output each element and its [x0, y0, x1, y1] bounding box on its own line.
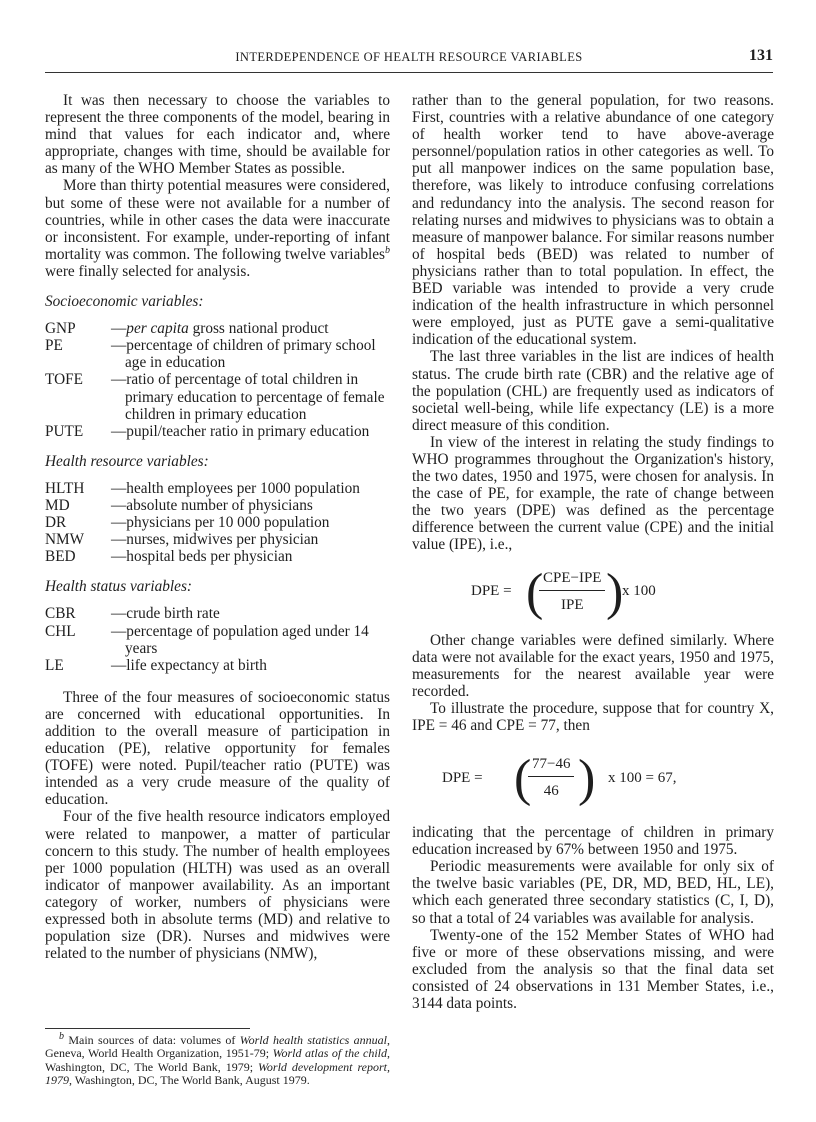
variable-row [45, 320, 390, 337]
variable-desc: —percentage of children of primary school age in education [111, 337, 390, 371]
equation-lhs: DPE = [471, 582, 512, 599]
left-column [45, 92, 390, 962]
paragraph: rather than to the general population, for two reasons. First, countries with a relative abundance of one category of health worker tend to have above-average personnel/population ratios in other categories as well. To put all manpower indices on the same population base, therefore, was likely to introduce confusing correlations and redundancy into the analysis. The second reason for relating nurses and midwives to physicians was to obtain a measure of manpower balance. For similar reasons number of hospital beds (BED) was related to number of physicians rather than to total population. In effect, the BED variable was intended to provide a very crude indication of the health infrastructure in which personnel were employed, just as PUTE gave a semi-qualitative indication of the educational system. [412, 92, 774, 349]
paragraph: Periodic measurements were available for only six of the twelve basic variables (PE, DR, MD, BED, HL, LE), which each generated three secondary statistics (C, I, D), so that a total of 24 variables was available for analysis. [412, 858, 774, 927]
variable-desc-text: percentage of population aged under 14 [126, 622, 369, 640]
paragraph: The last three variables in the list are indices of health status. The crude birth rate (CBR) and the relative age of the population (CHL) are frequently used as indicators of societal well-being, while life expectancy (LE) is a more direct measure of this condition. [412, 348, 774, 434]
paragraph: In view of the interest in relating the study findings to WHO programmes throughout the Organization's history, the two dates, 1950 and 1975, were chosen for analysis. In the case of PE, for example, the rate of change between the two years (DPE) was defined as the percentage difference between the current value (CPE) and the initial value (IPE), i.e., [412, 433, 774, 554]
footnote [45, 1031, 391, 1088]
running-header [45, 46, 773, 73]
health-resource-variable-list [45, 480, 390, 565]
fraction-numerator: 77−46 [528, 756, 574, 777]
variable-abbr: DR [45, 514, 67, 532]
footnote-source-title: World development report, 1979 [45, 1059, 390, 1088]
variable-row [45, 623, 390, 657]
equation-lhs: DPE = [442, 770, 483, 787]
footnote-marker: b [385, 244, 390, 256]
variable-abbr: MD [45, 496, 70, 514]
variable-abbr: PE [45, 337, 63, 355]
equation-dpe-definition [412, 562, 774, 624]
variable-desc: —percentage of population aged under 14 years [111, 623, 390, 657]
variable-abbr: LE [45, 656, 64, 674]
variable-row [45, 514, 390, 531]
variable-row [45, 337, 390, 371]
fraction-denominator: 46 [543, 783, 559, 800]
footnote-source-title: World atlas of the child [272, 1046, 387, 1061]
variable-abbr: BED [45, 548, 76, 566]
variable-desc-text: nurses, midwives per physician [126, 531, 319, 549]
paragraph: indicating that the percentage of children in primary education increased by 67% between 1950 and 1975. [412, 824, 774, 859]
variable-row [45, 371, 390, 422]
variable-row [45, 423, 390, 440]
variable-abbr: GNP [45, 320, 76, 338]
variable-abbr: NMW [45, 531, 85, 549]
variable-desc: —hospital beds per physician [111, 548, 293, 566]
variable-desc: —absolute number of physicians [111, 496, 313, 514]
footnote-text: , Geneva, World Health Organization, 1951-79; [45, 1033, 391, 1061]
variable-row [45, 531, 390, 548]
variable-desc: —nurses, midwives per physician [111, 531, 319, 549]
footnote-text: , Washington, DC, The World Bank, August 1979. [69, 1073, 310, 1088]
right-paren: ) [606, 563, 624, 621]
fraction [539, 570, 605, 614]
variable-desc: —pupil/teacher ratio in primary education [111, 422, 370, 440]
variable-row [45, 548, 390, 565]
paragraph-text: were finally selected for analysis. [45, 262, 251, 280]
variable-abbr: HLTH [45, 479, 85, 497]
variable-desc-text: life expectancy at birth [126, 656, 267, 674]
variable-row [45, 480, 390, 497]
footnote-source-title: World health statistics annual [239, 1033, 388, 1047]
left-paren: ( [526, 563, 544, 621]
health-status-heading: Health status variables: [45, 578, 193, 596]
footnote-marker: b [59, 1031, 64, 1042]
variable-abbr: TOFE [45, 371, 83, 389]
equation-rhs: x 100 [622, 582, 656, 599]
equation-dpe-example [412, 744, 774, 816]
fraction-denominator: IPE [560, 596, 584, 613]
variable-desc: —health employees per 1000 population [111, 479, 360, 497]
variable-desc-text: absolute number of physicians [126, 496, 313, 514]
variable-desc-text: physicians per 10 000 population [126, 514, 330, 532]
paragraph: Three of the four measures of socioeconomic status are concerned with educational opportunities. In addition to the overall measure of participation in education (PE), relative opportunity for females (TOFE) were noted. Pupil/teacher ratio (PUTE) was intended as a very crude measure of the quality of education. [45, 688, 390, 809]
variable-desc-continuation: age in education [125, 354, 226, 372]
footnote-text: Main sources of data: volumes of [64, 1033, 240, 1047]
right-paren: ) [578, 750, 596, 808]
footnote-text: , Washington, DC, The World Bank, 1979; [45, 1046, 390, 1074]
paragraph: To illustrate the procedure, suppose that for country X, IPE = 46 and CPE = 77, then [412, 699, 774, 734]
variable-desc-text: gross national product [188, 320, 329, 338]
variable-desc: —physicians per 10 000 population [111, 514, 330, 532]
variable-desc-text: health employees per 1000 population [126, 479, 360, 497]
paragraph [45, 177, 390, 280]
variable-desc-text: pupil/teacher ratio in primary education [126, 422, 370, 440]
variable-abbr: PUTE [45, 422, 84, 440]
variable-desc: —life expectancy at birth [111, 656, 267, 674]
left-paren: ( [514, 750, 532, 808]
variable-row [45, 657, 390, 674]
health-resource-heading: Health resource variables: [45, 452, 209, 470]
paragraph: Four of the five health resource indicators employed were related to manpower, a matter of particular concern to this study. The number of health employees per 1000 population (HLTH) was used as an overall indicator of manpower availability. As an important category of worker, numbers of physicians were expressed both in absolute terms (MD) and relative to population size (DR). Nurses and midwives were related to the number of physicians (NMW), [45, 808, 390, 963]
variable-desc: —per capita gross national product [111, 320, 329, 338]
running-title: INTERDEPENDENCE OF HEALTH RESOURCE VARIABLES [235, 50, 583, 64]
page-number: 131 [749, 47, 773, 64]
socioeconomic-heading: Socioeconomic variables: [45, 293, 204, 311]
variable-desc: —ratio of percentage of total children in primary education to percentage of female children in primary education [111, 371, 390, 422]
variable-desc: —crude birth rate [111, 605, 220, 623]
socioeconomic-variable-list [45, 320, 390, 440]
variable-desc-continuation: years [125, 639, 158, 657]
equation-rhs: x 100 = 67, [608, 770, 677, 787]
health-status-variable-list [45, 605, 390, 673]
variable-desc-text: ratio of percentage of total children in [126, 371, 359, 389]
variable-desc-text: hospital beds per physician [126, 548, 293, 566]
paragraph-text: More than thirty potential measures were considered, but some of these were not available for a number of countries, while in other cases the data were inaccurate or inconsistent. For example, under-reporting of infant mortality was common. The following twelve variables [45, 177, 390, 263]
footnote-rule [45, 1028, 250, 1029]
variable-desc-continuation: primary education to percentage of female children in primary education [125, 388, 385, 423]
paragraph: Other change variables were defined similarly. Where data were not available for the exact years, 1950 and 1975, measurements for the nearest available year were recorded. [412, 631, 774, 700]
right-column [412, 92, 774, 1012]
variable-row [45, 497, 390, 514]
fraction-numerator: CPE−IPE [539, 570, 605, 591]
paragraph: Twenty-one of the 152 Member States of WHO had five or more of these observations missing, and were excluded from the analysis so that the final data set consisted of 24 observations in 131 Member States, i.e., 3144 data points. [412, 926, 774, 1013]
variable-row [45, 605, 390, 622]
fraction [528, 756, 574, 800]
variable-desc-italic: per capita [126, 320, 189, 338]
variable-abbr: CHL [45, 622, 76, 640]
variable-abbr: CBR [45, 605, 76, 623]
variable-desc-text: percentage of children of primary school [126, 337, 376, 355]
paragraph: It was then necessary to choose the variables to represent the three components of the model, bearing in mind that values for each indicator and, where appropriate, changes with time, should be available for as many of the WHO Member States as possible. [45, 92, 390, 178]
variable-desc-text: crude birth rate [126, 605, 220, 623]
